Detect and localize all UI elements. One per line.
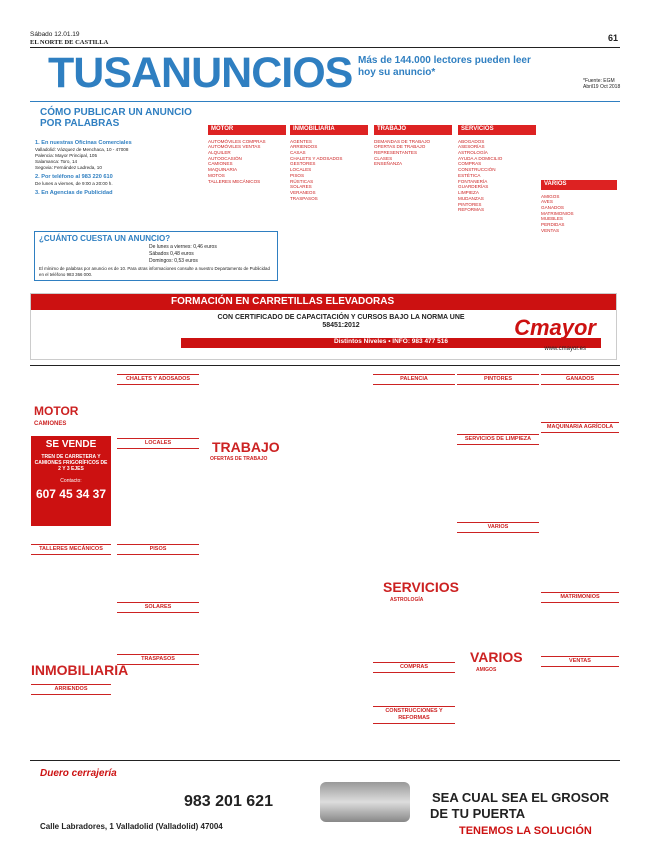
category-item: VENTAS (541, 227, 560, 233)
category-item: ASESORÍAS (458, 144, 485, 150)
locksmith-address: Calle Labradores, 1 Valladolid (Valladolid) 47004 (40, 822, 223, 831)
brand-tagline: Más de 144.000 lectores pueden leer hoy su anuncio* (358, 55, 531, 78)
way-1a: Valladolid: Vázquez de Menchaca, 10 - 47008 (35, 147, 129, 153)
cat-varios-list (541, 194, 617, 234)
slogan-line-1: SEA CUAL SEA EL GROSOR (432, 790, 609, 805)
palencia-heading: PALENCIA (373, 374, 455, 385)
cost-sunday: Domingos: 0,53 euros (149, 257, 198, 264)
classifieds-rule (30, 365, 620, 366)
limpieza-heading: SERVICIOS DE LIMPIEZA (457, 434, 539, 445)
page-header (30, 31, 108, 47)
training-banner (30, 293, 617, 360)
category-item: ARRIENDOS (290, 144, 318, 150)
way-1: 1. En nuestras Oficinas Comerciales (35, 140, 132, 146)
ventas-heading: VENTAS (541, 656, 619, 667)
category-item: GANADOS (541, 204, 564, 210)
category-item: ENSEÑANZA (374, 161, 403, 167)
category-item: CHALETS Y ADOSADOS (290, 155, 343, 161)
brand-rule (30, 101, 620, 102)
category-item: CLASES (374, 155, 393, 161)
category-item: FONTANERÍA (458, 178, 488, 184)
category-item: PERDIDAS (541, 222, 565, 228)
varios-small-heading: VARIOS (457, 522, 539, 533)
cat-servicios-list (458, 139, 536, 214)
cat-trabajo-title: TRABAJO (374, 125, 452, 135)
category-item: RÚSTICAS (290, 178, 314, 184)
cost-weekday: De lunes a viernes: 0,46 euros (149, 244, 217, 250)
inmo-heading: INMOBILIARIA (31, 662, 129, 678)
cat-inmo-list (290, 139, 368, 202)
category-item: GESTORES (290, 161, 316, 167)
category-item: PISOS (290, 172, 305, 178)
servicios-heading: SERVICIOS (383, 579, 459, 595)
category-item: AVES (541, 199, 553, 205)
locales-heading: LOCALES (117, 438, 199, 449)
motor-heading: MOTOR (34, 404, 79, 418)
category-item: AYUDA A DOMICILIO (458, 155, 503, 161)
traspasos-heading: TRASPASOS (117, 654, 199, 665)
pisos-heading: PISOS (117, 544, 199, 555)
banner-info: Distintos Niveles • INFO: 983 477 516 (181, 338, 601, 348)
issue-date: Sábado 12.01.19 (30, 31, 80, 38)
camiones-heading: CAMIONES (34, 421, 67, 427)
category-item: CAMIONES (208, 161, 233, 167)
category-item: AUTOOCASIÓN (208, 155, 242, 161)
category-item: LOCALES (290, 167, 312, 173)
bottom-rule (30, 760, 620, 761)
category-item: DEMANDAS DE TRABAJO (374, 138, 431, 144)
category-item: COMPRAS (458, 161, 482, 167)
cat-motor-title: MOTOR (208, 125, 286, 135)
category-item: VERANEOS (290, 190, 316, 196)
ofertas-heading: OFERTAS DE TRABAJO (210, 456, 268, 462)
category-item: LIMPIEZA (458, 190, 479, 196)
matrimonios-heading: MATRIMONIOS (541, 592, 619, 603)
header-rule (30, 47, 620, 48)
cat-motor (208, 125, 286, 184)
paper-name: EL NORTE DE CASTILLA (30, 38, 109, 46)
section-brand (48, 49, 353, 97)
maquinaria-heading: MAQUINARIA AGRÍCOLA (541, 422, 619, 433)
cat-servicios (458, 125, 536, 213)
way-2a: De lunes a viernes, de 9:00 a 20:00 h. (35, 181, 113, 187)
truck-ad-title: SE VENDE (45, 439, 97, 450)
cost-prices (149, 244, 273, 264)
trabajo-heading: TRABAJO (212, 439, 280, 455)
category-item: MUEBLES (541, 216, 563, 222)
cost-note: El mínimo de palabras por anuncio es de 10. Para otras informaciones consulte a nuestro Departamento de Publicidad en el teléfono 983 366 000. (39, 266, 270, 277)
talleres-heading: TALLERES MECÁNICOS (31, 544, 111, 555)
category-item: SOLARES (290, 184, 312, 190)
cat-trabajo (374, 125, 452, 167)
note-line-1: *Fuente: EGM (583, 78, 615, 84)
category-item: GUARDERÍAS (458, 184, 489, 190)
way-1c: Salamanca: Toro, 14 (35, 159, 78, 165)
truck-ad (31, 436, 111, 526)
way-1d: Segovia: Fernández Ladreda, 10 (35, 165, 102, 171)
astro-heading: ASTROLOGÍA (390, 597, 424, 603)
brand-part-b: ANUNCIOS (131, 49, 353, 97)
brand-note (583, 78, 620, 90)
category-item: ALQUILER (208, 149, 231, 155)
locksmith-phone: 983 201 621 (184, 793, 273, 810)
howto-title: CÓMO PUBLICAR UN ANUNCIO POR PALABRAS (40, 107, 192, 129)
category-item: TRASPASOS (290, 195, 318, 201)
banner-logo: Cmayor (514, 315, 596, 340)
category-item: MATRIMONIOS (541, 210, 574, 216)
cat-motor-list (208, 139, 286, 185)
banner-mid: CON CERTIFICADO DE CAPACITACIÓN Y CURSOS BAJO LA NORMA UNE 58451:2012 (217, 314, 465, 330)
category-item: MAQUINARIA (208, 167, 238, 173)
pintores-heading: PINTORES (457, 374, 539, 385)
cat-inmo (290, 125, 368, 202)
truck-ad-body: TREN DE CARRETERA Y CAMIONES FRIGORÍFICOS DE 2 Y 3 EJES (34, 453, 108, 472)
cat-varios-title: VARIOS (541, 180, 617, 190)
slogan-line-2: DE TU PUERTA (430, 806, 526, 821)
category-item: TALLERES MECÁNICOS (208, 178, 261, 184)
category-item: MOTOS (208, 172, 225, 178)
category-item: AGENTES (290, 138, 312, 144)
ganados-heading: GANADOS (541, 374, 619, 385)
cost-saturday: Sábados 0,48 euros (149, 250, 194, 257)
truck-ad-contact: Contacto: (60, 478, 82, 485)
category-item: OFERTAS DE TRABAJO (374, 144, 426, 150)
locksmith-logo: Duero cerrajería (40, 768, 117, 779)
way-3: 3. En Agencias de Publicidad (35, 190, 113, 197)
compras-heading: COMPRAS (373, 662, 455, 673)
category-item: ABOGADOS (458, 138, 485, 144)
brand-part-a: TUS (48, 49, 131, 97)
banner-top: FORMACIÓN EN CARRETILLAS ELEVADORAS (31, 294, 616, 310)
category-item: MUDANZAS (458, 195, 484, 201)
howto-ways (35, 140, 205, 198)
arriendos-heading: ARRIENDOS (31, 684, 111, 695)
way-1b: Palencia: Mayor Principal, 105 (35, 153, 98, 159)
page-number: 61 (608, 33, 619, 43)
cat-trabajo-list (374, 139, 452, 168)
lock-cylinder-image (320, 782, 410, 822)
slogan-line-3: TENEMOS LA SOLUCIÓN (459, 825, 592, 837)
varios-heading: VARIOS (470, 649, 523, 665)
truck-ad-phone: 607 45 34 37 (35, 486, 107, 501)
constr-heading: CONSTRUCCIONES Y REFORMAS (373, 706, 455, 724)
note-line-2: Abril19 Oct 2018 (583, 84, 621, 90)
category-item: ESTÉTICA (458, 172, 481, 178)
category-item: CASAS (290, 149, 306, 155)
chalets-heading: CHALETS Y ADOSADOS (117, 374, 199, 385)
category-item: CONSTRUCCIÓN (458, 167, 496, 173)
solares-heading: SOLARES (117, 602, 199, 613)
category-item: AMIGOS (541, 193, 560, 199)
cat-varios (541, 180, 617, 234)
amigos-heading: AMIGOS (476, 667, 497, 673)
category-item: AUTOMÓVILES VENTAS (208, 144, 261, 150)
banner-url: www.cmayor.es (544, 346, 586, 352)
category-item: PINTORES (458, 201, 482, 207)
cost-title: ¿CUÁNTO CUESTA UN ANUNCIO? (39, 234, 171, 243)
cat-servicios-title: SERVICIOS (458, 125, 536, 135)
category-item: ASTROLOGÍA (458, 149, 488, 155)
category-item: REFORMAS (458, 207, 485, 213)
cost-box (34, 231, 278, 281)
category-item: REPRESENTANTES (374, 149, 418, 155)
category-item: AUTOMÓVILES COMPRAS (208, 138, 266, 144)
way-2: 2. Por teléfono al 983 220 610 (35, 174, 113, 181)
cat-inmo-title: INMOBILIARIA (290, 125, 368, 135)
